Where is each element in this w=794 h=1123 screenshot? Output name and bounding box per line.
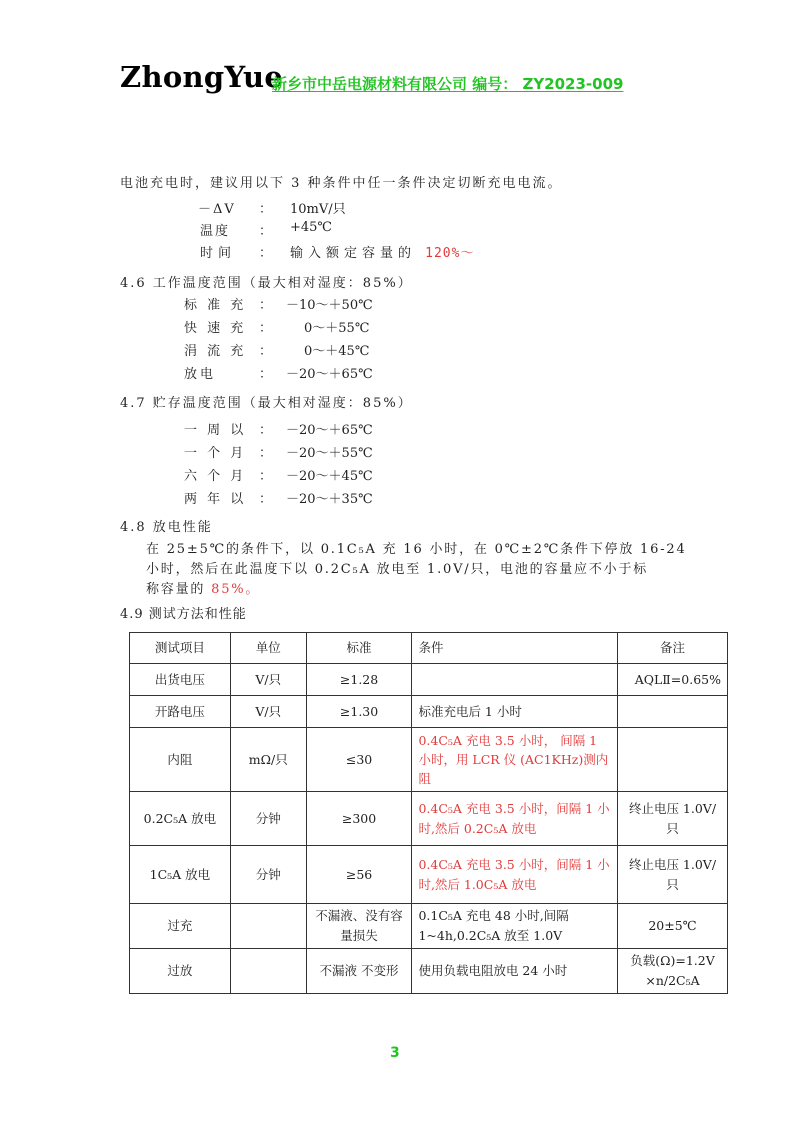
temp-label: 标 准 充 [184, 298, 247, 313]
temp-sep: ： [259, 344, 275, 359]
cell-unit: V/只 [230, 664, 306, 696]
temp-value: －20～＋65℃ [286, 367, 373, 382]
storage-value: －20～＋65℃ [286, 423, 373, 438]
table-row [130, 949, 728, 994]
cutoff-value: +45℃ [290, 220, 332, 235]
cell-std: ≥56 [306, 846, 412, 904]
discharge-line-2: 小时，然后在此温度下以 0.2C₅A 放电至 1.0V/只，电池的容量应不小于标 [146, 562, 649, 577]
table-header-cell: 备注 [618, 633, 728, 664]
cell-item: 0.2C₅A 放电 [130, 792, 231, 846]
cell-note: 20±5℃ [618, 904, 728, 949]
section-4-6-heading: 4.6 工作温度范围（最大相对湿度：85%） [120, 276, 413, 291]
intro-paragraph: 电池充电时，建议用以下 3 种条件中任一条件决定切断充电电流。 [120, 176, 563, 191]
storage-sep: ： [259, 423, 275, 438]
storage-sep: ： [259, 469, 275, 484]
temp-sep: ： [259, 367, 275, 382]
cell-item: 内阻 [130, 728, 231, 792]
cell-unit [230, 949, 306, 994]
temp-value: －10～＋50℃ [286, 298, 373, 313]
discharge-line-3 [146, 578, 260, 597]
cell-std: 不漏液 不变形 [306, 949, 412, 994]
discharge-line-1: 在 25±5℃的条件下，以 0.1C₅A 充 16 小时，在 0℃±2℃条件下停放 16-24 [146, 542, 687, 557]
table-header-cell: 单位 [230, 633, 306, 664]
storage-label: 一 个 月 [184, 446, 247, 461]
cell-unit: V/只 [230, 696, 306, 728]
table-row [130, 696, 728, 728]
cell-std: ≥1.30 [306, 696, 412, 728]
cell-unit [230, 904, 306, 949]
discharge-capacity-red: 85%。 [211, 582, 261, 597]
storage-value: －20～＋45℃ [286, 469, 373, 484]
storage-value: －20～＋35℃ [286, 492, 373, 507]
table-header-cell: 条件 [412, 633, 618, 664]
company-header: 新乡市中岳电源材料有限公司 编号： ZY2023-009 [272, 75, 624, 93]
cutoff-label: －ΔV [198, 202, 236, 217]
cell-note [618, 728, 728, 792]
cutoff-time-text: 输入额定容量的 [290, 246, 426, 261]
cutoff-label: 温度 [200, 224, 231, 239]
discharge-line-3-text: 称容量的 [146, 582, 212, 597]
storage-label: 两 年 以 [184, 492, 247, 507]
storage-label: 一 周 以 [184, 423, 247, 438]
page-number: 3 [390, 1045, 400, 1061]
section-4-7-heading: 4.7 贮存温度范围（最大相对湿度：85%） [120, 396, 413, 411]
temp-label: 放电 [184, 367, 217, 382]
storage-label: 六 个 月 [184, 469, 247, 484]
cell-std: 不漏液、没有容量损失 [306, 904, 412, 949]
temp-value: 0～＋45℃ [304, 344, 370, 359]
cutoff-sep: ： [259, 246, 275, 261]
cell-std: ≥1.28 [306, 664, 412, 696]
cell-item: 开路电压 [130, 696, 231, 728]
cutoff-sep: ： [259, 224, 275, 239]
test-methods-table [129, 632, 728, 994]
cutoff-sep: ： [259, 202, 275, 217]
table-row [130, 792, 728, 846]
cutoff-time-red: 120%～ [425, 246, 475, 261]
cell-cond: 0.4C₅A 充电 3.5 小时， 间隔 1 小时，用 LCR 仪 (AC1KHz)测内阻 [412, 728, 618, 792]
cell-unit: 分钟 [230, 792, 306, 846]
cell-note: 负载(Ω)=1.2V ×n/2C₅A [618, 949, 728, 994]
table-header-cell: 测试项目 [130, 633, 231, 664]
cell-item: 过放 [130, 949, 231, 994]
table-header-cell: 标准 [306, 633, 412, 664]
section-4-9-heading: 4.9 测试方法和性能 [120, 607, 247, 622]
cell-unit: 分钟 [230, 846, 306, 904]
table-row [130, 728, 728, 792]
cell-std: ≥300 [306, 792, 412, 846]
section-4-8-heading: 4.8 放电性能 [120, 520, 213, 535]
cell-note: AQLⅡ=0.65% [618, 664, 728, 696]
cell-std: ≤30 [306, 728, 412, 792]
cell-note: 终止电压 1.0V/只 [618, 792, 728, 846]
temp-sep: ： [259, 321, 275, 336]
table-row [130, 846, 728, 904]
cell-cond: 0.4C₅A 充电 3.5 小时，间隔 1 小时,然后 0.2C₅A 放电 [412, 792, 618, 846]
cell-item: 过充 [130, 904, 231, 949]
cell-item: 1C₅A 放电 [130, 846, 231, 904]
cell-unit: mΩ/只 [230, 728, 306, 792]
storage-sep: ： [259, 492, 275, 507]
cutoff-label: 时间 [200, 246, 237, 261]
brand-logo-text: ZhongYue [120, 60, 284, 94]
temp-sep: ： [259, 298, 275, 313]
storage-sep: ： [259, 446, 275, 461]
cell-note [618, 696, 728, 728]
temp-label: 涓 流 充 [184, 344, 247, 359]
cell-cond: 0.1C₅A 充电 48 小时,间隔 1~4h,0.2C₅A 放至 1.0V [412, 904, 618, 949]
table-row [130, 904, 728, 949]
table-row [130, 664, 728, 696]
cell-note: 终止电压 1.0V/只 [618, 846, 728, 904]
cell-cond: 0.4C₅A 充电 3.5 小时，间隔 1 小时,然后 1.0C₅A 放电 [412, 846, 618, 904]
cell-item: 出货电压 [130, 664, 231, 696]
cell-cond [412, 664, 618, 696]
temp-label: 快 速 充 [184, 321, 247, 336]
storage-value: －20～＋55℃ [286, 446, 373, 461]
temp-value: 0～＋55℃ [304, 321, 370, 336]
table-header-row [130, 633, 728, 664]
cell-cond: 标准充电后 1 小时 [412, 696, 618, 728]
cell-cond: 使用负载电阻放电 24 小时 [412, 949, 618, 994]
cutoff-value [290, 242, 474, 261]
cutoff-value: 10mV/只 [290, 202, 346, 217]
